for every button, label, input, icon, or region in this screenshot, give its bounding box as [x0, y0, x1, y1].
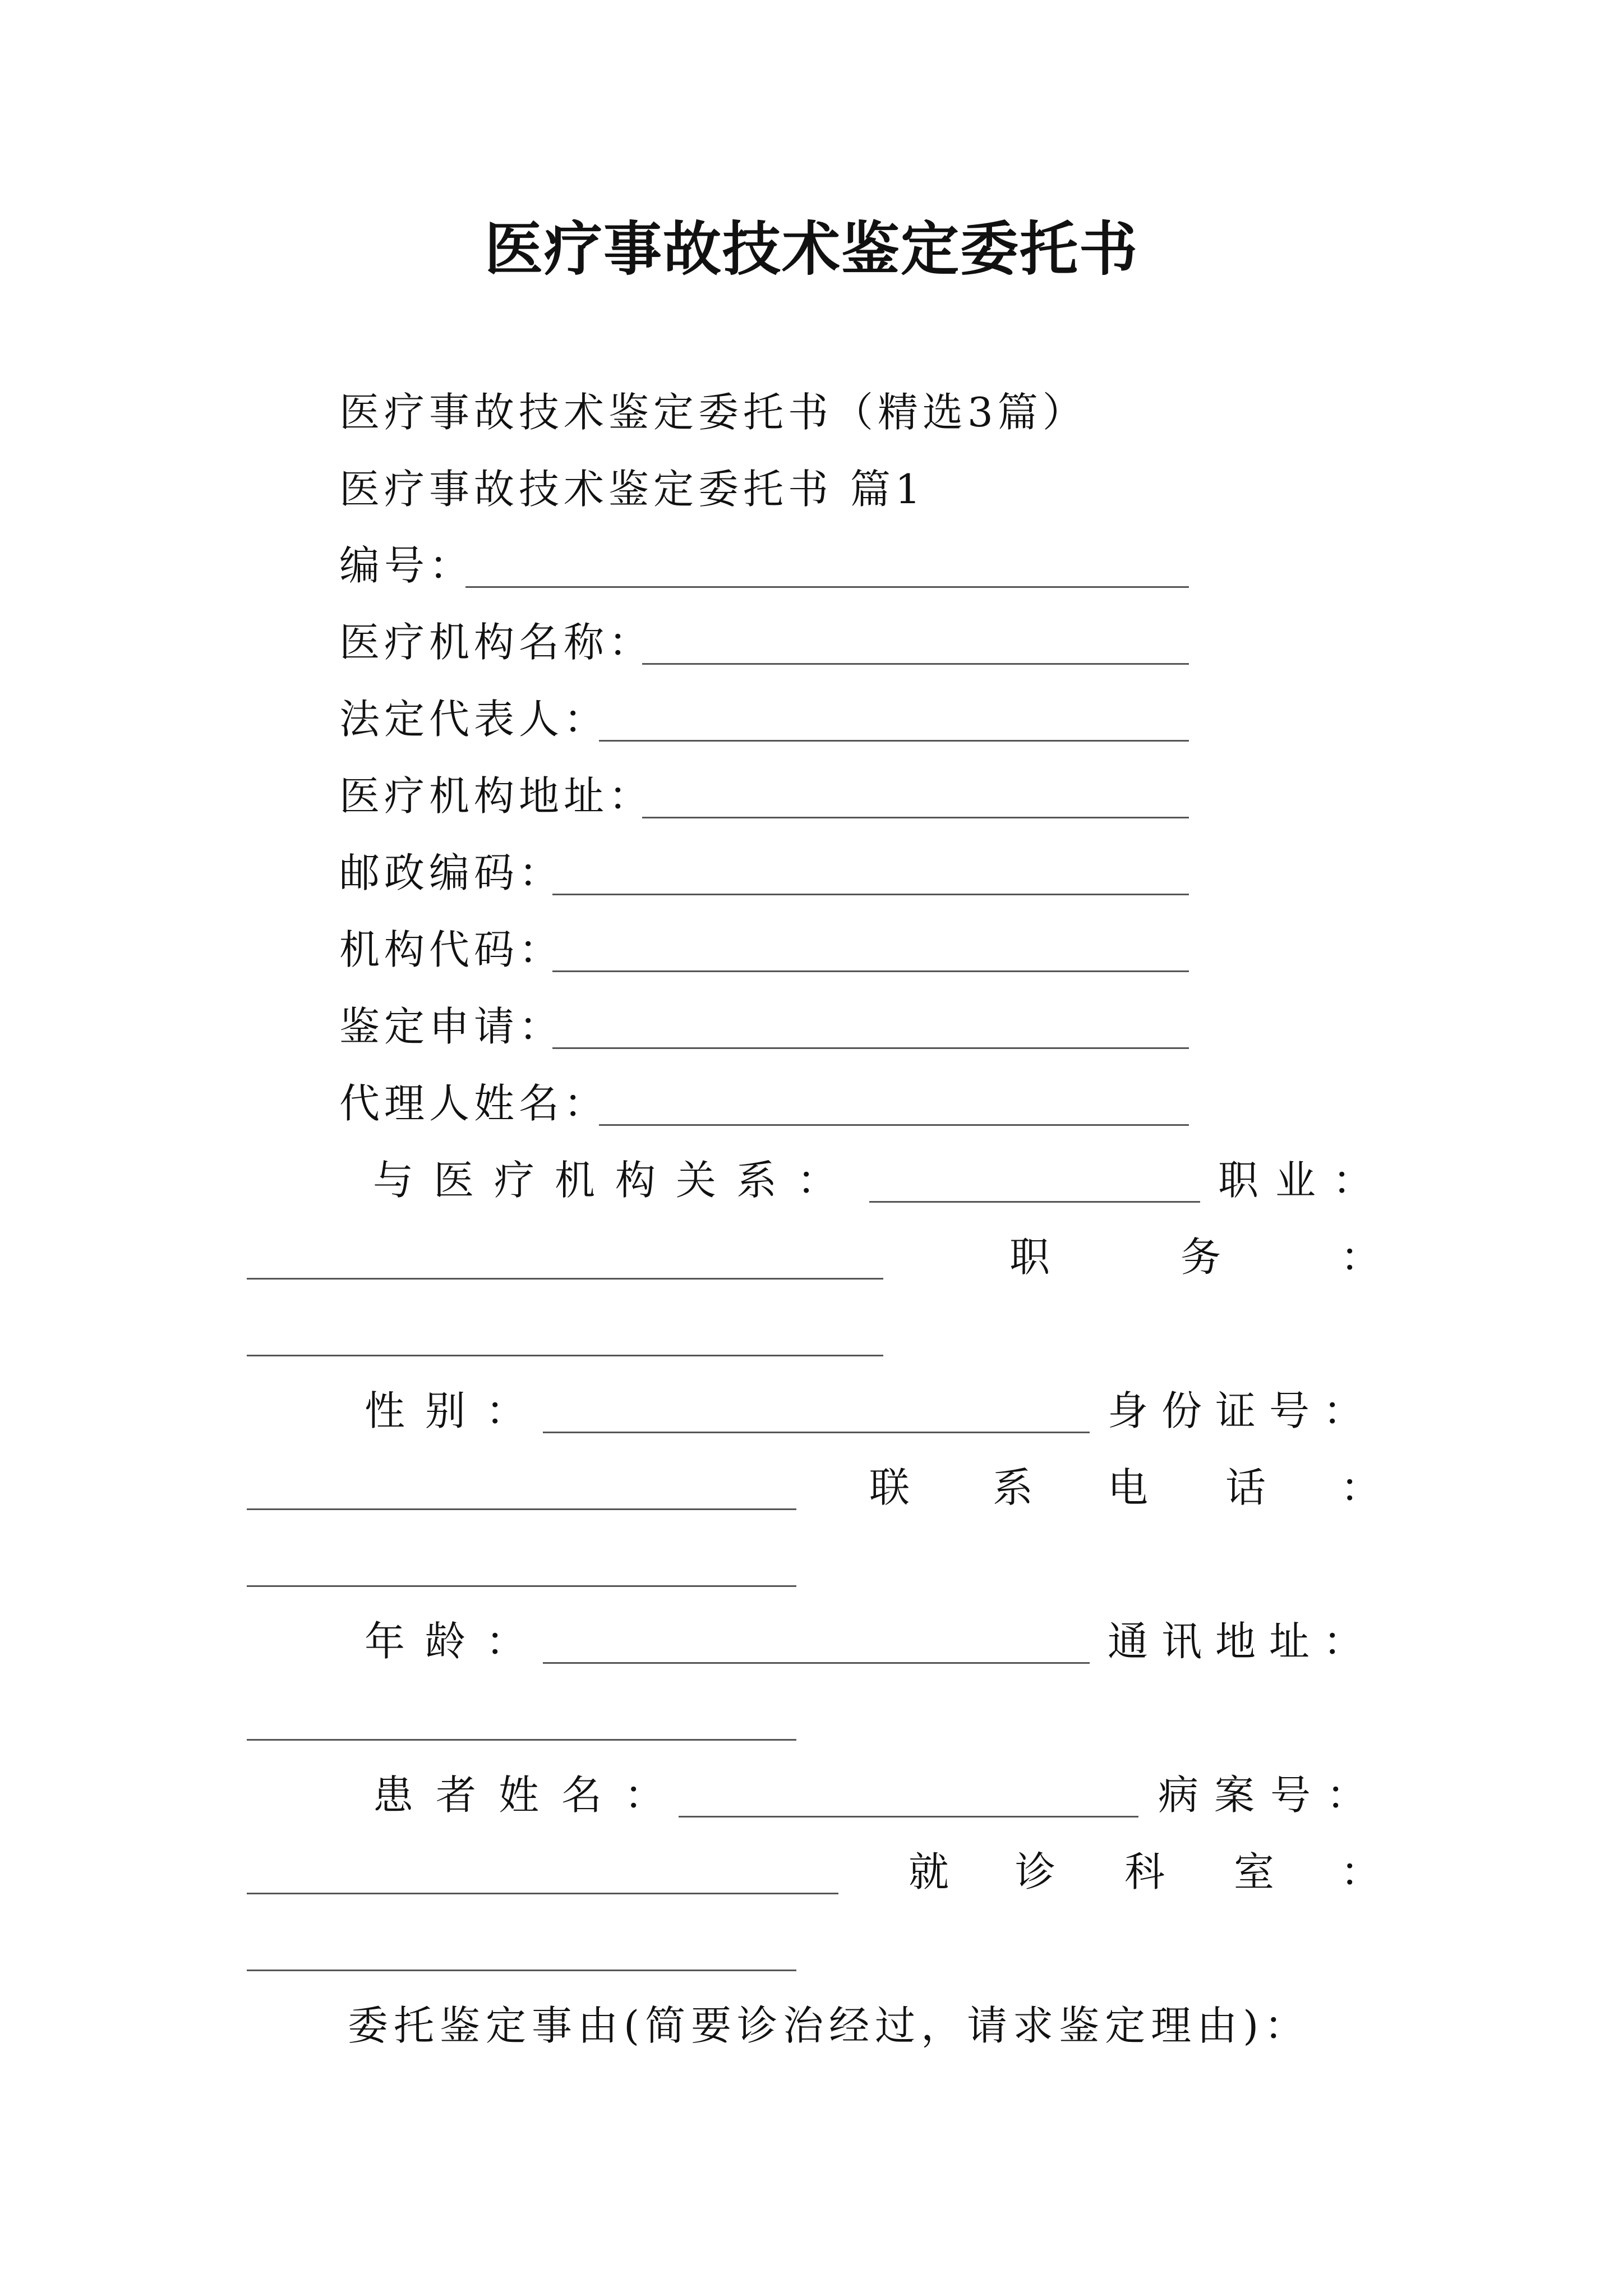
occupation-label: 职业： — [1218, 1157, 1390, 1204]
phone-char-2: 系 — [993, 1464, 1034, 1511]
institution-name-label: 医疗机构名称： — [339, 619, 654, 666]
department-char-3: 科 — [1124, 1848, 1165, 1895]
institution-code-blank[interactable] — [552, 970, 1189, 972]
relation-blank[interactable] — [869, 1201, 1200, 1203]
legal-representative-blank[interactable] — [599, 740, 1189, 742]
duty-blank[interactable] — [247, 1355, 883, 1356]
agent-name-label: 代理人姓名： — [339, 1080, 609, 1127]
appraisal-application-label: 鉴定申请： — [339, 1003, 564, 1050]
department-char-1: 就 — [909, 1848, 949, 1895]
duty-char-2: 务 — [1181, 1234, 1221, 1281]
phone-char-3: 电 — [1108, 1464, 1149, 1511]
relation-label: 与医疗机构关系： — [373, 1157, 858, 1204]
postal-code-label: 邮政编码： — [339, 849, 564, 896]
case-number-blank[interactable] — [247, 1893, 838, 1894]
duty-colon: ： — [1340, 1234, 1381, 1281]
address-label: 通讯地址： — [1108, 1618, 1377, 1665]
number-blank[interactable] — [465, 586, 1189, 588]
patient-name-label: 患者姓名： — [373, 1772, 688, 1819]
phone-colon: ： — [1340, 1464, 1381, 1511]
phone-blank[interactable] — [247, 1585, 796, 1587]
department-colon: ： — [1340, 1848, 1381, 1895]
document-subtitle: 医疗事故技术鉴定委托书（精选3篇） — [339, 389, 1087, 436]
department-char-4: 室 — [1234, 1848, 1275, 1895]
institution-code-label: 机构代码： — [339, 926, 564, 973]
age-blank[interactable] — [543, 1662, 1090, 1664]
address-blank[interactable] — [247, 1739, 796, 1741]
phone-char-4: 话 — [1225, 1464, 1266, 1511]
duty-char-1: 职 — [1009, 1234, 1050, 1281]
id-number-label: 身份证号： — [1108, 1387, 1377, 1434]
gender-blank[interactable] — [543, 1432, 1090, 1433]
document-title: 医疗事故技术鉴定委托书 — [484, 214, 1138, 283]
number-label: 编号： — [339, 542, 474, 589]
case-number-label: 病案号： — [1158, 1772, 1383, 1819]
phone-char-1: 联 — [869, 1464, 910, 1511]
patient-name-blank[interactable] — [679, 1816, 1138, 1818]
postal-code-blank[interactable] — [552, 894, 1189, 895]
appraisal-application-blank[interactable] — [552, 1047, 1189, 1049]
legal-representative-label: 法定代表人： — [339, 696, 609, 743]
reason-label: 委托鉴定事由(简要诊治经过，请求鉴定理由)： — [348, 2002, 1311, 2049]
institution-address-label: 医疗机构地址： — [339, 772, 654, 820]
department-blank[interactable] — [247, 1970, 796, 1971]
institution-name-blank[interactable] — [642, 663, 1189, 665]
agent-name-blank[interactable] — [599, 1124, 1189, 1126]
institution-address-blank[interactable] — [642, 817, 1189, 818]
gender-label: 性别： — [365, 1387, 547, 1434]
section-heading: 医疗事故技术鉴定委托书 篇1 — [339, 466, 925, 513]
department-char-2: 诊 — [1015, 1848, 1056, 1895]
age-label: 年龄： — [365, 1618, 547, 1665]
occupation-blank[interactable] — [247, 1278, 883, 1280]
id-number-blank[interactable] — [247, 1508, 796, 1510]
